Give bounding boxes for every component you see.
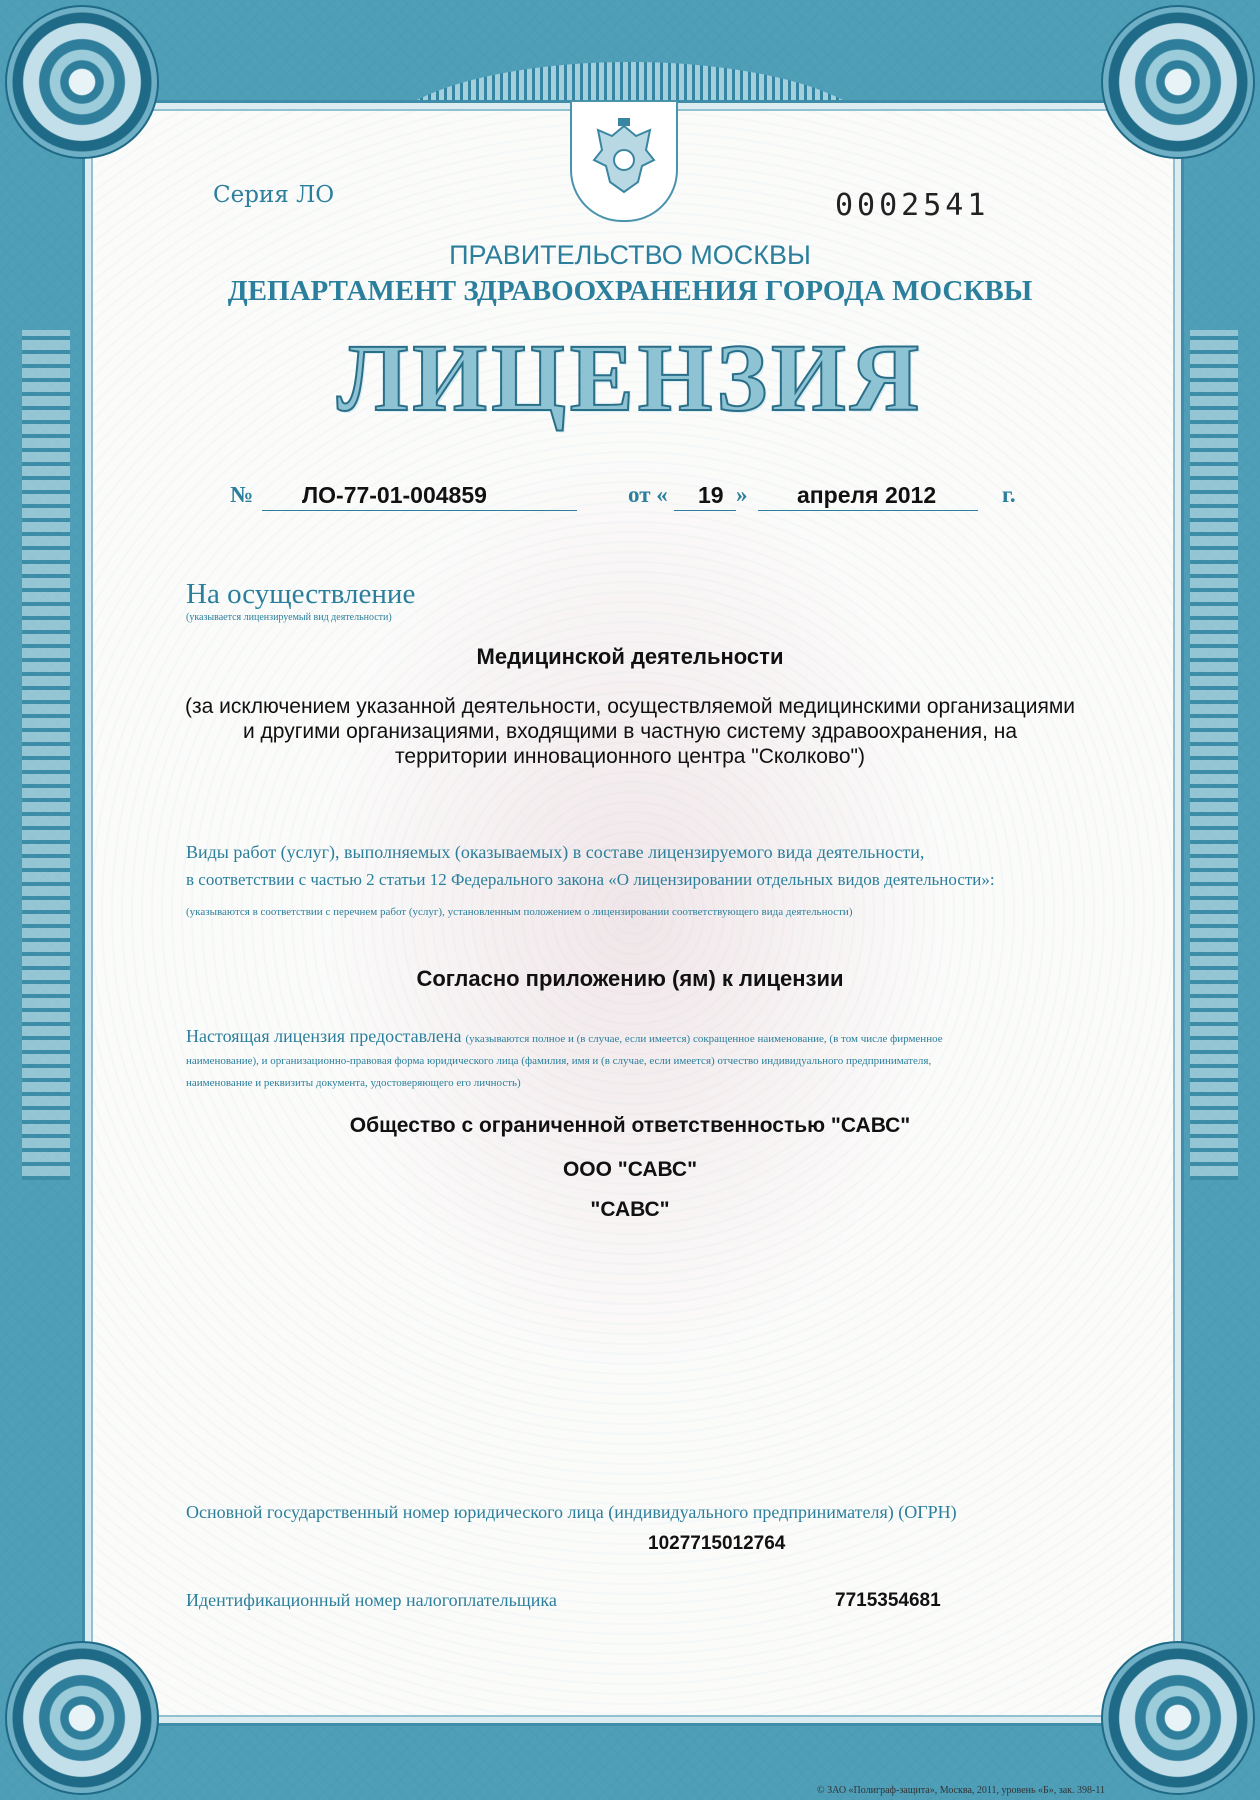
department-heading: ДЕПАРТАМЕНТ ЗДРАВООХРАНЕНИЯ ГОРОДА МОСКВЫ xyxy=(227,275,1033,307)
holder-note: наименование), и организационно-правовая форма юридического лица (фамилия, имя и (в случае, если имеется) отчество индивидуального предпринимателя, xyxy=(186,1055,932,1067)
year-suffix: г. xyxy=(1002,482,1016,507)
ogrn-value: 1027715012764 xyxy=(648,1533,786,1554)
right-guilloche-band xyxy=(1190,330,1238,1180)
activity-lead: На осуществление xyxy=(186,578,416,610)
exception-line: территории инновационного центра "Сколково") xyxy=(395,745,865,768)
license-day: 19 xyxy=(698,482,724,508)
holder-note: наименование и реквизиты документа, удостоверяющего его личность) xyxy=(186,1077,521,1089)
works-line: Виды работ (услуг), выполняемых (оказываемых) в составе лицензируемого вида деятельности, xyxy=(186,842,925,862)
works-section xyxy=(186,838,1086,894)
left-guilloche-band xyxy=(22,330,70,1180)
day-close-quote: » xyxy=(736,482,748,507)
exception-line: (за исключением указанной деятельности, осуществляемой медицинскими организациями xyxy=(185,695,1075,718)
activity-name: Медицинской деятельности xyxy=(476,644,784,669)
holder-lead: Настоящая лицензия предоставлена xyxy=(186,1026,462,1046)
corner-rosette-icon xyxy=(5,5,159,159)
works-note: (указываются в соответствии с перечнем работ (услуг), установленным положением о лицензировании соответствующего вида деятельности) xyxy=(186,906,853,918)
date-from-label: от « xyxy=(628,482,668,507)
coat-of-arms-icon xyxy=(570,100,678,222)
number-label: № xyxy=(230,482,254,507)
document-title: ЛИЦЕНЗИЯ xyxy=(336,324,924,431)
corner-rosette-icon xyxy=(1101,1641,1255,1795)
holder-brand-name: "САВС" xyxy=(590,1198,670,1221)
blank-number: 0002541 xyxy=(835,188,990,223)
holder-note: (указываются полное и (в случае, если имеется) сокращенное наименование, (в том числе фирменное xyxy=(465,1033,943,1045)
works-value: Согласно приложению (ям) к лицензии xyxy=(416,966,844,991)
works-line: в соответствии с частью 2 статьи 12 Федерального закона «О лицензировании отдельных видов деятельности»: xyxy=(186,870,995,889)
ogrn-label: Основной государственный номер юридического лица (индивидуального предпринимателя) (ОГРН) xyxy=(186,1502,957,1522)
government-heading: ПРАВИТЕЛЬСТВО МОСКВЫ xyxy=(449,240,811,270)
inn-label: Идентификационный номер налогоплательщика xyxy=(186,1590,557,1610)
holder-short-name: ООО "САВС" xyxy=(562,1158,698,1181)
exception-line: и другими организациями, входящими в частную систему здравоохранения, на xyxy=(242,720,1018,743)
printer-imprint: © ЗАО «Полиграф-защита», Москва, 2011, уровень «Б», зак. 398-11 xyxy=(816,1785,1105,1796)
holder-full-name: Общество с ограниченной ответственностью "САВС" xyxy=(349,1114,911,1137)
license-number: ЛО-77-01-004859 xyxy=(302,482,487,508)
activity-note: (указывается лицензируемый вид деятельности) xyxy=(186,612,392,623)
activity-exception xyxy=(150,694,1110,769)
holder-section xyxy=(186,1025,1086,1094)
inn-value: 7715354681 xyxy=(835,1590,941,1611)
corner-rosette-icon xyxy=(1101,5,1255,159)
series-label: Серия ЛО xyxy=(213,182,335,208)
license-month-year: апреля 2012 xyxy=(797,482,937,508)
corner-rosette-icon xyxy=(5,1641,159,1795)
